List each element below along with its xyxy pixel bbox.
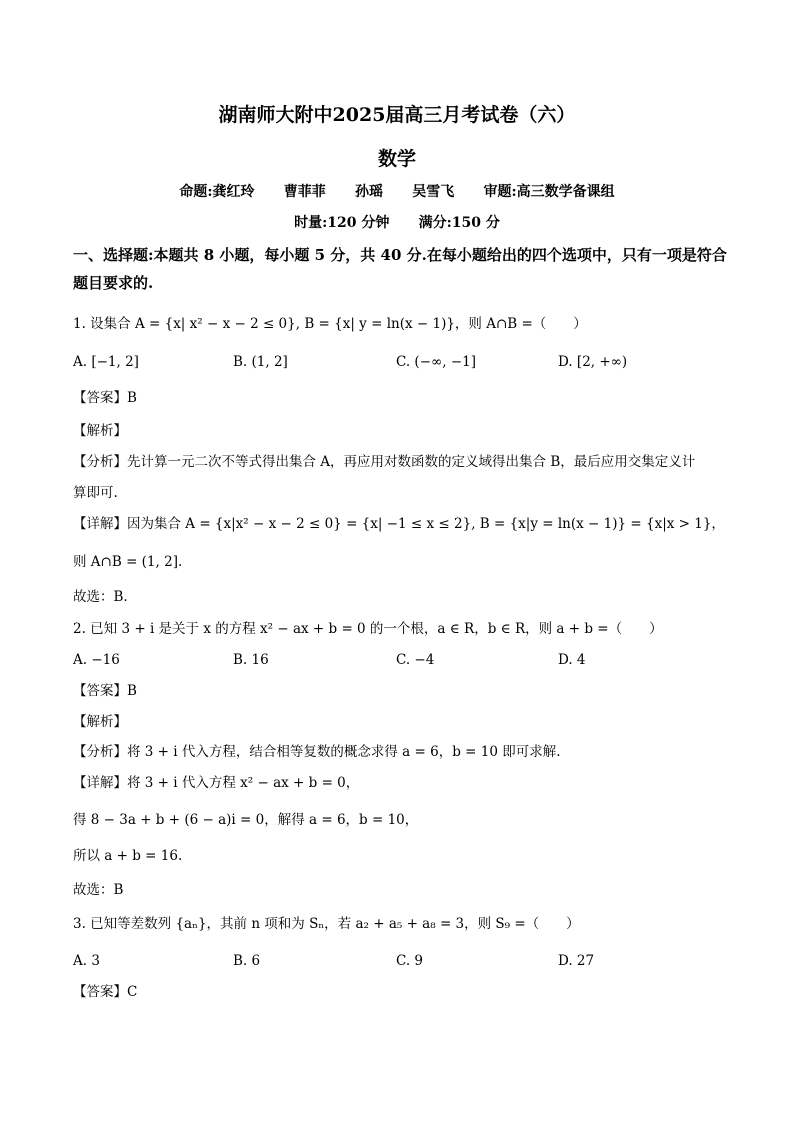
q1-detail-line1: 【详解】因为集合 A = {x|x² − x − 2 ≤ 0} = {x| −1 ≤ x ≤ 2}, B = {x|y = ln(x − 1)} = {x|x > 1}， [73, 516, 725, 532]
q2-option-c: C. −4 [396, 652, 435, 668]
page-title: 湖南师大附中2025届高三月考试卷（六） [218, 104, 576, 126]
q2-stem: 2. 已知 3 + i 是关于 x 的方程 x² − ax + b = 0 的一个根，a ∈ R，b ∈ R，则 a + b =（ ） [73, 621, 663, 637]
q3-stem: 3. 已知等差数列 {aₙ}，其前 n 项和为 Sₙ，若 a₂ + a₅ + a₈ = 3，则 S₉ =（ ） [73, 916, 580, 932]
q3-option-b: B. 6 [233, 953, 261, 969]
q3-option-c: C. 9 [396, 953, 424, 969]
q1-jiexi: 【解析】 [73, 423, 127, 439]
authors-line: 命题:龚红玲 曹菲菲 孙瑶 吴雪飞 审题:高三数学备课组 [179, 184, 615, 200]
q1-option-d: D. [2, +∞) [558, 354, 628, 370]
subject-title: 数学 [377, 148, 416, 170]
q1-option-a: A. [−1, 2] [73, 354, 139, 370]
q3-option-d: D. 27 [558, 953, 595, 969]
q1-choose: 故选：B. [73, 589, 128, 605]
q1-analysis-line1: 【分析】先计算一元二次不等式得出集合 A，再应用对数函数的定义域得出集合 B，最后应用交集定义计 [73, 454, 696, 470]
q1-stem: 1. 设集合 A = {x| x² − x − 2 ≤ 0}, B = {x| y = ln(x − 1)}，则 A∩B =（ ） [73, 316, 587, 332]
q2-detail-line3: 所以 a + b = 16. [73, 848, 183, 864]
q1-answer: 【答案】B [73, 390, 137, 406]
q1-option-c: C. (−∞, −1] [396, 354, 477, 370]
q2-detail-line1: 【详解】将 3 + i 代入方程 x² − ax + b = 0， [73, 775, 360, 791]
q2-jiexi: 【解析】 [73, 714, 127, 730]
q2-option-b: B. 16 [233, 652, 269, 668]
q2-choose: 故选：B [73, 882, 124, 898]
q1-option-b: B. (1, 2] [233, 354, 288, 370]
q2-analysis: 【分析】将 3 + i 代入方程，结合相等复数的概念求得 a = 6，b = 10 即可求解. [73, 744, 561, 760]
q1-detail-line2: 则 A∩B = (1, 2]. [73, 554, 183, 570]
q2-detail-line2: 得 8 − 3a + b + (6 − a)i = 0，解得 a = 6，b = 10， [73, 812, 419, 828]
q1-analysis-line2: 算即可. [73, 485, 118, 501]
q3-option-a: A. 3 [73, 953, 100, 969]
section-heading: 一、选择题:本题共 8 小题，每小题 5 分，共 40 分.在每小题给出的四个选项中，只有一项是符合题目要求的. [73, 246, 727, 292]
time-score-line: 时量:120 分钟 满分:150 分 [294, 215, 500, 231]
q3-answer: 【答案】C [73, 984, 138, 1000]
q2-answer: 【答案】B [73, 683, 137, 699]
q2-option-d: D. 4 [558, 652, 586, 668]
q2-option-a: A. −16 [73, 652, 120, 668]
